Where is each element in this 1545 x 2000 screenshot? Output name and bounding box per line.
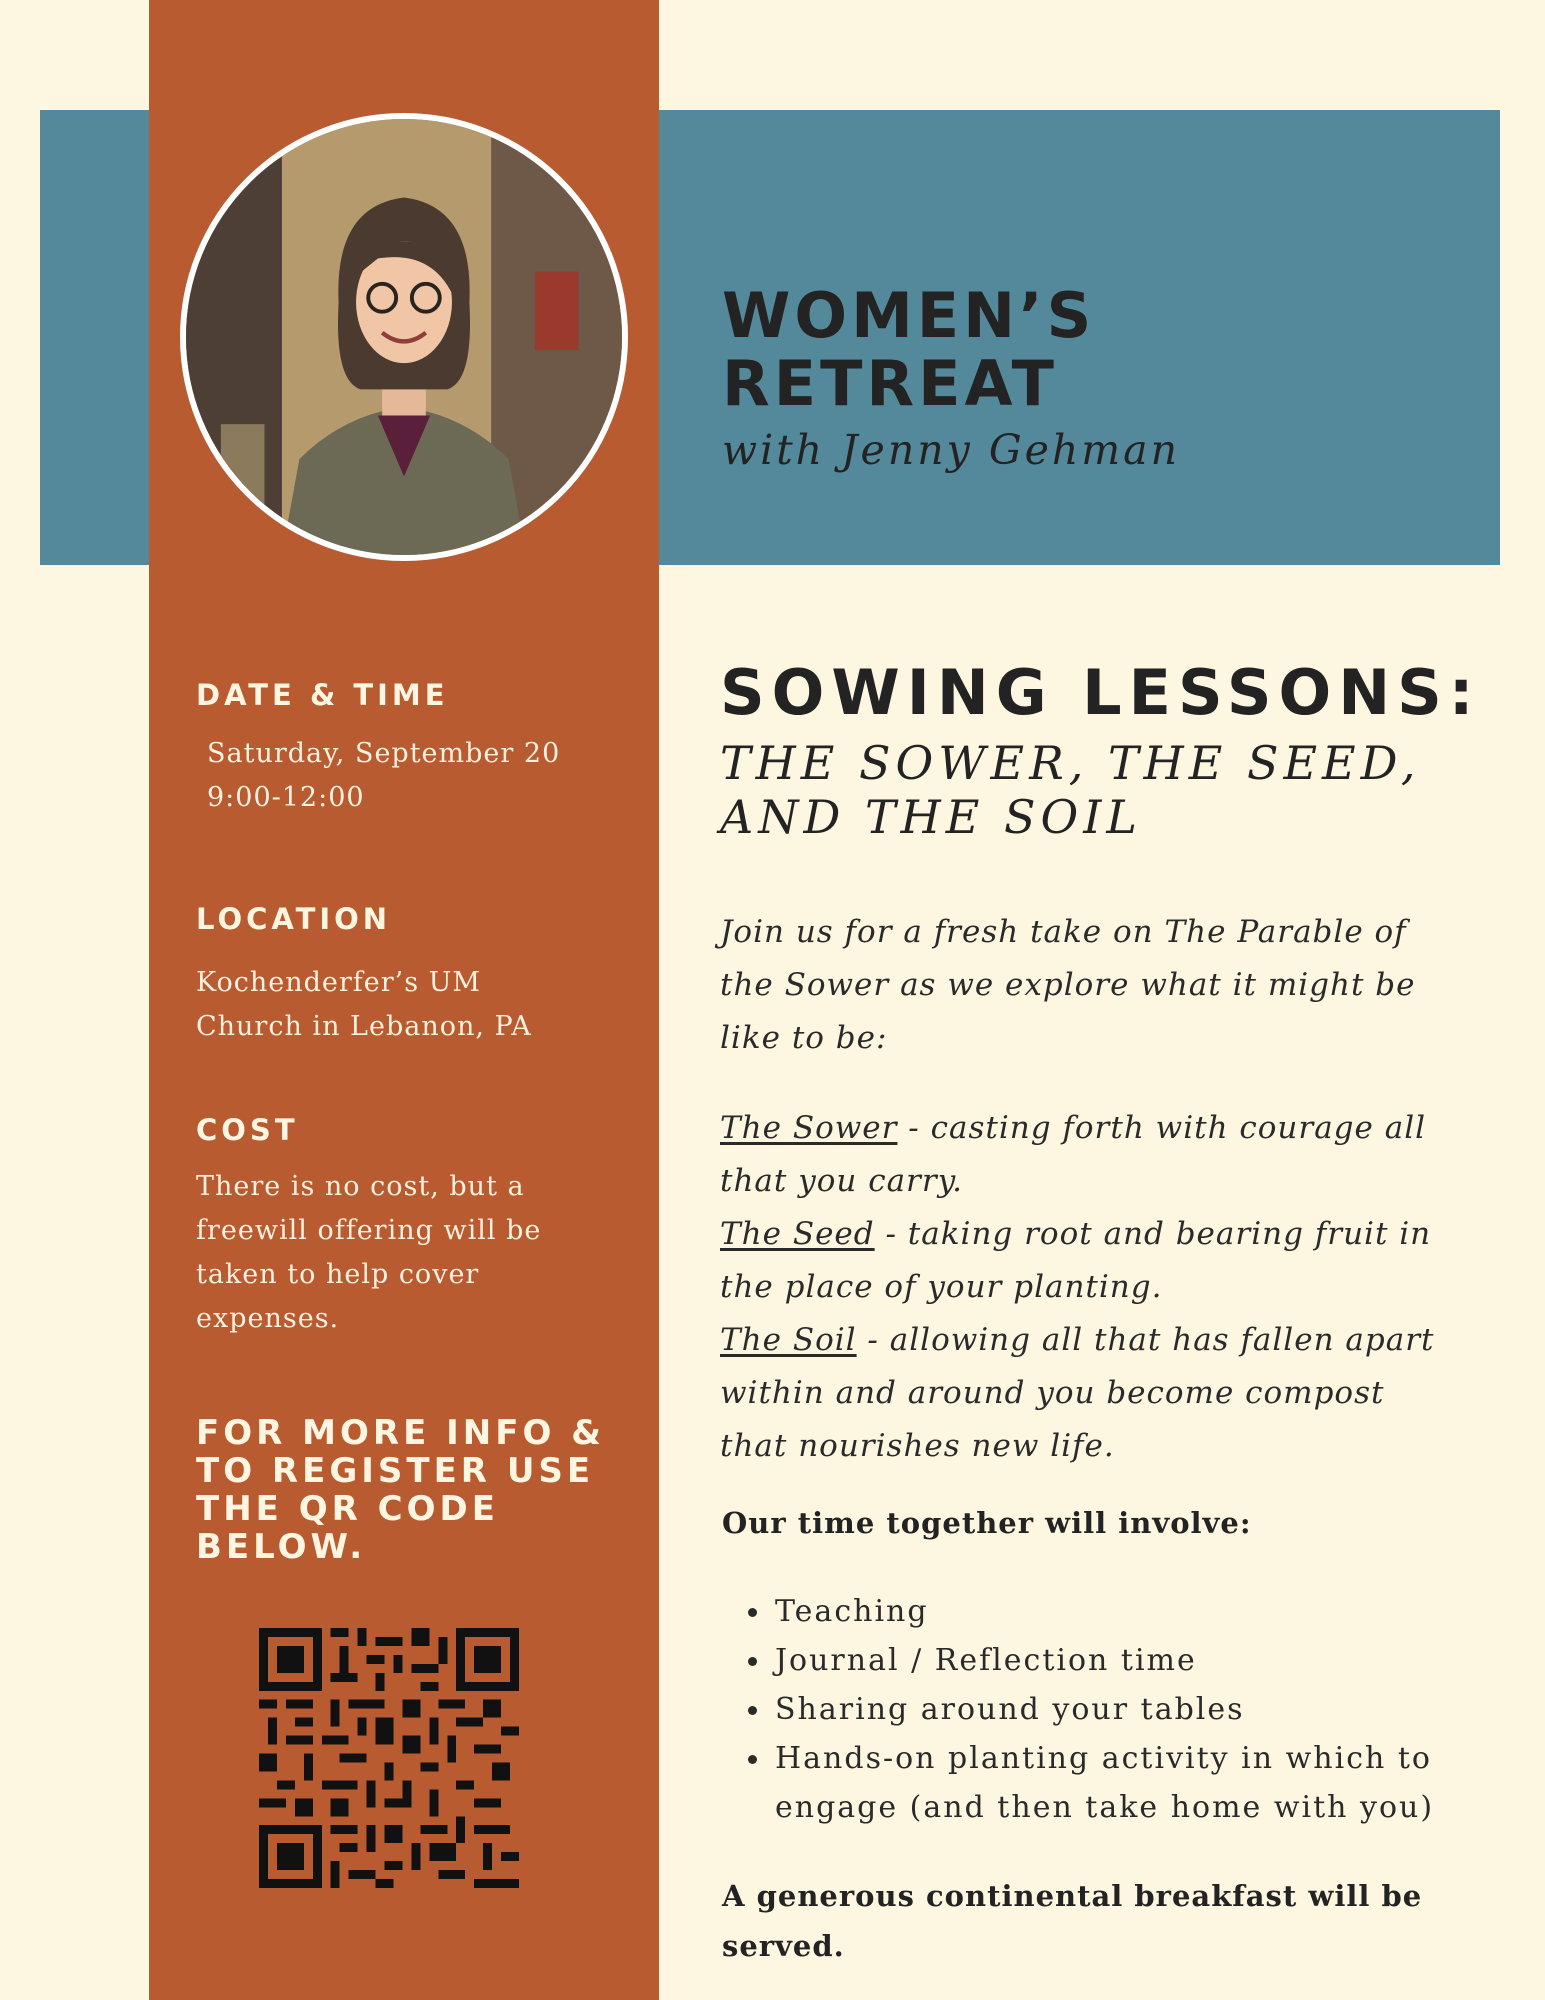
cost-text — [196, 1165, 541, 1341]
section-heading: SOWING LESSONS: — [720, 656, 1481, 729]
date-time-heading: DATE & TIME — [196, 678, 449, 712]
sower-desc-cont: that you carry. — [720, 1163, 963, 1199]
breakfast-line: served. — [722, 1929, 845, 1963]
subheading-line: THE SOWER, THE SEED, — [720, 736, 1421, 790]
intro-paragraph — [720, 906, 1510, 1065]
seed-point — [720, 1208, 1510, 1261]
sower-point — [720, 1102, 1510, 1155]
list-item: Sharing around your tables — [775, 1685, 1495, 1734]
date-time-text — [207, 732, 560, 820]
cost-line: freewill offering will be — [196, 1215, 542, 1246]
location-text — [196, 961, 532, 1049]
sower-desc: - casting forth with courage all — [897, 1110, 1427, 1146]
seed-desc: - taking root and bearing fruit in — [874, 1216, 1432, 1252]
sower-term: The Sower — [720, 1110, 898, 1146]
soil-point — [720, 1314, 1510, 1367]
seed-desc-cont: the place of your planting. — [720, 1269, 1163, 1305]
title-line: WOMEN’S — [722, 279, 1096, 352]
callout-line: TO REGISTER USE — [196, 1451, 595, 1491]
cost-line: There is no cost, but a — [196, 1171, 525, 1202]
soil-term: The Soil — [720, 1322, 857, 1358]
involve-heading: Our time together will involve: — [722, 1506, 1252, 1540]
callout-line: BELOW. — [196, 1527, 367, 1567]
callout-line: FOR MORE INFO & — [196, 1413, 605, 1453]
location-line: Church in Lebanon, PA — [196, 1011, 532, 1042]
speaker-subtitle: with Jenny Gehman — [722, 426, 1180, 474]
location-line: Kochenderfer’s UM — [196, 967, 482, 998]
soil-desc: - allowing all that has fallen apart — [856, 1322, 1435, 1358]
location-heading: LOCATION — [196, 902, 392, 936]
seed-term: The Seed — [720, 1216, 875, 1252]
cost-line: expenses. — [196, 1303, 340, 1334]
time-line: 9:00-12:00 — [207, 782, 365, 813]
date-line: Saturday, September 20 — [207, 738, 561, 769]
list-item: Journal / Reflection time — [775, 1636, 1495, 1685]
title-line: RETREAT — [722, 347, 1058, 420]
list-item — [775, 1734, 1495, 1832]
qr-code[interactable] — [259, 1628, 519, 1888]
register-callout — [196, 1414, 616, 1566]
soil-desc-cont: within and around you become compost — [720, 1375, 1385, 1411]
breakfast-note — [722, 1871, 1482, 1971]
section-subheading — [720, 736, 1421, 844]
intro-line: like to be: — [720, 1020, 888, 1056]
cost-line: taken to help cover — [196, 1259, 480, 1290]
cost-heading: COST — [196, 1113, 299, 1147]
activity-list — [775, 1587, 1495, 1832]
breakfast-line: A generous continental breakfast will be — [722, 1879, 1423, 1913]
list-item-line: engage (and then take home with you) — [775, 1790, 1435, 1825]
page-title — [722, 279, 1096, 420]
intro-line: Join us for a fresh take on The Parable of — [720, 914, 1407, 950]
callout-line: THE QR CODE — [196, 1489, 499, 1529]
speaker-photo — [180, 113, 628, 561]
list-item-line: Hands-on planting activity in which to — [775, 1741, 1432, 1776]
list-item: Teaching — [775, 1587, 1495, 1636]
soil-desc-cont: that nourishes new life. — [720, 1428, 1115, 1464]
subheading-line: AND THE SOIL — [720, 790, 1142, 844]
parable-points — [720, 1102, 1510, 1473]
intro-line: the Sower as we explore what it might be — [720, 967, 1416, 1003]
